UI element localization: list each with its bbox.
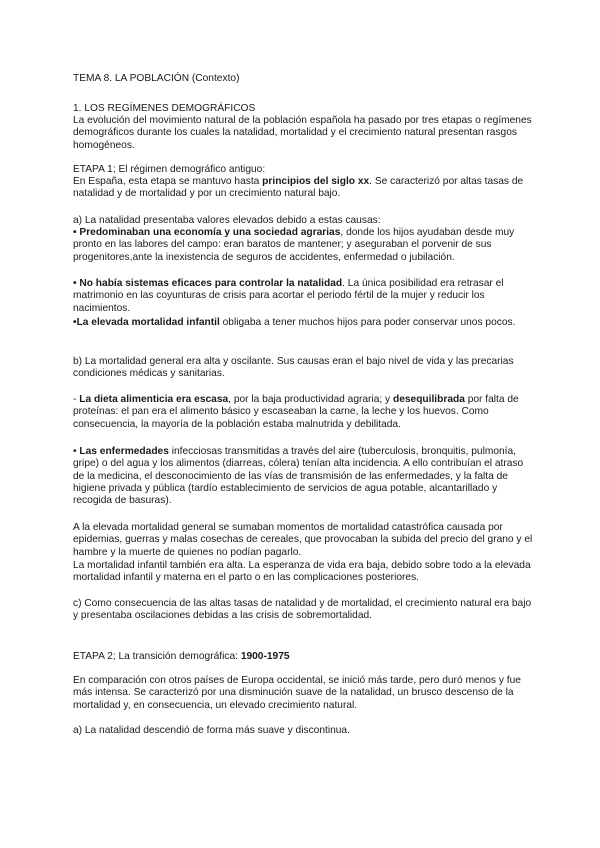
section-1-intro: La evolución del movimiento natural de la población española ha pasado por tres etapas o regímenes demográficos durante los cuales la natalidad, mortalidad y el crecimiento natural presentan rasgos homogéneos. — [73, 115, 532, 151]
natality-cause-no-control: • No había sistemas eficaces para controlar la natalidad. La única posibilidad era retrasar el matrimonio en las coyunturas de crisis para acortar el periodo fértil de la mujer y reducir los nacimientos. — [73, 278, 504, 314]
stage-1-natality-heading: a) La natalidad presentaba valores elevados debido a estas causas: — [73, 215, 381, 226]
stage-1-intro: En España, esta etapa se mantuvo hasta principios del siglo xx. Se caracterizó por altas tasas de natalidad y de mortalidad y por un crecimiento natural bajo. — [73, 176, 524, 200]
stage-1-mortality-heading: b) La mortalidad general era alta y oscilante. Sus causas eran el bajo nivel de vida y las precarias condiciones médicas y sanitarias. — [73, 356, 514, 380]
stage-1-heading: ETAPA 1; El régimen demográfico antiguo: — [73, 164, 266, 175]
stage-2-intro: En comparación con otros países de Europa occidental, se inició más tarde, pero duró menos y fue más intensa. Se caracterizó por una disminución suave de la natalidad, un brusco descenso de la mortalidad y, en consecuencia, un elevado crecimiento natural. — [73, 675, 521, 711]
mortality-cause-diet: - La dieta alimenticia era escasa, por la baja productividad agraria; y desequilibrada por falta de proteínas: el pan era el alimento básico y escaseaban la carne, la leche y los huevos. Como consecuencia, la mayoría de la población estaba malnutrida y debilitada. — [73, 394, 519, 430]
stage-2-natality-paragraph: a) La natalidad descendió de forma más suave y discontinua. — [73, 725, 350, 736]
stage-2-heading: ETAPA 2; La transición demográfica: 1900-1975 — [73, 651, 290, 662]
infant-mortality-paragraph: La mortalidad infantil también era alta. La esperanza de vida era baja, debido sobre todo a la elevada mortalidad infantil y materna en el parto o en las complicaciones posteriores. — [73, 560, 531, 584]
stage-1-growth-paragraph: c) Como consecuencia de las altas tasas de natalidad y de mortalidad, el crecimiento natural era bajo y presentaba oscilaciones debidas a las crisis de sobremortalidad. — [73, 598, 532, 622]
catastrophic-mortality-paragraph: A la elevada mortalidad general se sumaban momentos de mortalidad catastrófica causada por epidemias, guerras y malas cosechas de cereales, que provocaban la subida del precio del grano y el hambre y la muerte de quienes no podían pagarlo. — [73, 522, 533, 558]
natality-cause-infant-mortality: •La elevada mortalidad infantil obligaba a tener muchos hijos para poder conservar unos pocos. — [73, 317, 516, 328]
document-title: TEMA 8. LA POBLACIÓN (Contexto) — [73, 73, 240, 84]
mortality-cause-disease: • Las enfermedades infecciosas transmitidas a través del aire (tuberculosis, bronquitis, pulmonía, gripe) o del agua y los alimentos (diarreas, cólera) tenían alta incidencia. A ello contribuían el atraso de la medicina, el desconocimiento de las vías de transmisión de las enfermedades, y la falta de higiene privada y pública (tardío establecimiento de servicios de agua potable, alcantarillado y recogida de basuras). — [73, 446, 524, 507]
section-1-heading: 1. LOS REGÍMENES DEMOGRÁFICOS — [73, 103, 256, 114]
natality-cause-agrarian: • Predominaban una economía y una sociedad agrarias, donde los hijos ayudaban desde muy pronto en las labores del campo: eran baratos de mantener; y aseguraban el porvenir de sus progenitores,ante la inexistencia de seguros de accidentes, enfermedad o jubilación. — [73, 227, 515, 263]
